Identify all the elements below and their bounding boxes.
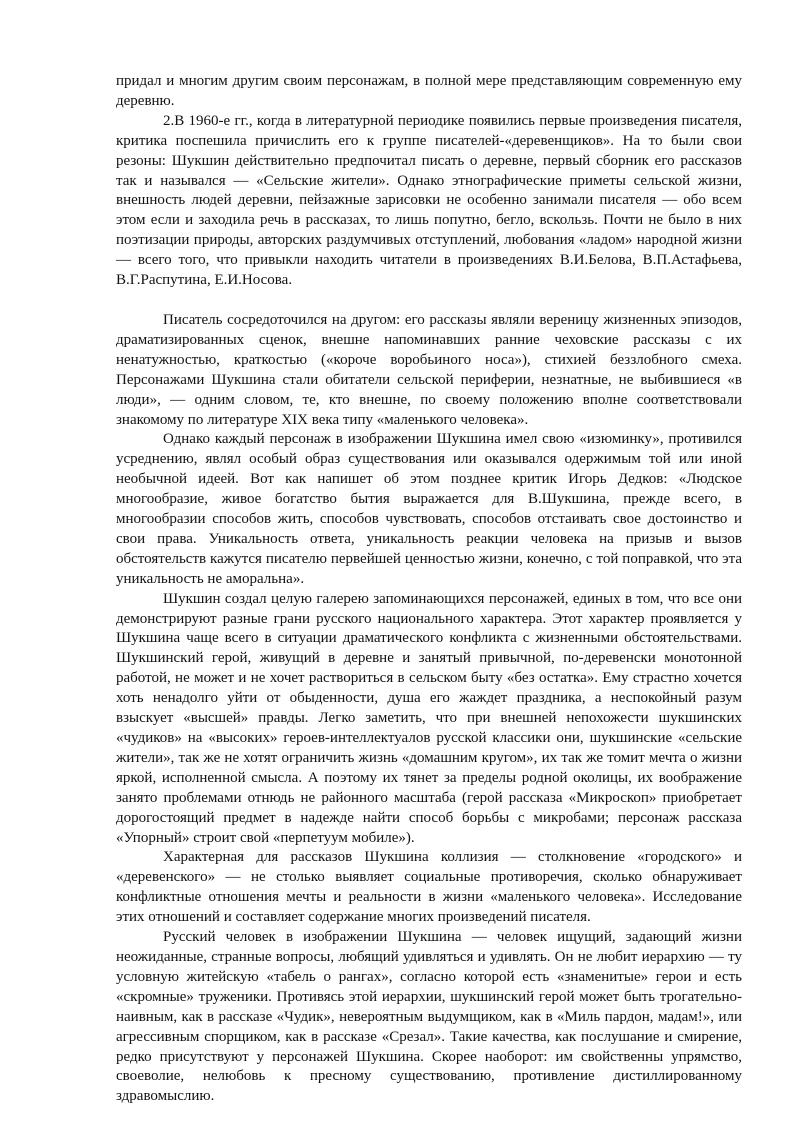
paragraph-1: придал и многим другим своим персонажам, в полной мере представляющим современную ему деревню. <box>116 73 742 109</box>
paragraph-7: Русский человек в изображении Шукшина — человек ищущий, задающий жизни неожиданные, странные вопросы, любящий удивляться и удивлять. Он не любит иерархию — ту условную житейскую «табель о рангах», согласно которой есть «знаменитые» герои и есть «скромные» труженики. Противясь этой иерархии, шукшинский герой может быть трогательно-наивным, как в рассказе «Чудик», невероятным выдумщиком, как в «Миль пардон, мадам!», или агрессивным спорщиком, как в рассказе «Срезал». Такие качества, как послушание и смирение, редко присутствуют у персонажей Шукшина. Скорее наоборот: им свойственны упрямство, своеволие, нелюбовь к пресному существованию, противление дистиллированному здравомыслию. <box>116 929 742 1105</box>
paragraph-5: Шукшин создал целую галерею запоминающихся персонажей, единых в том, что все они демонстрируют разные грани русского национального характера. Этот характер проявляется у Шукшина чаще всего в ситуации драматического конфликта с жизненными обстоятельствами. Шукшинский герой, живущий в деревне и занятый привычной, по-деревенски монотонной работой, не может и не хочет раствориться в сельском быту «без остатка». Ему страстно хочется хоть ненадолго уйти от обыденности, душа его жаждет праздника, а неспокойный разум взыскует «высшей» правды. Легко заметить, что при внешней непохожести шукшинских «чудиков» на «высоких» героев-интеллектуалов русской классики они, шукшинские «сельские жители», так же не хотят ограничить жизнь «домашним кругом», их так же томит мечта о жизни яркой, исполненной смысла. А поэтому их тянет за пределы родной околицы, их воображение занято проблемами отнюдь не районного масштаба (герой рассказа «Микроскоп» приобретает дорогостоящий предмет в надежде найти способ борьбы с микробами; персонаж рассказа «Упорный» строит свой «перпетуум мобиле»). <box>116 590 742 846</box>
paragraph-4: Однако каждый персонаж в изображении Шукшина имел свою «изюминку», противился усреднению, являл особый образ существования или оказывался одержимым той или иной необычной идеей. Вот как напишет об этом позднее критик Игорь Дедков: «Людское многообразие, живое богатство бытия выражается для В.Шукшина, прежде всего, в многообразии способов жить, способов чувствовать, способов отстаивать свое достоинство и свои права. Уникальность ответа, уникальность реакции человека на призыв и вызов обстоятельств кажутся писателю первейшей ценностью жизни, конечно, с той поправкой, что эта уникальность не аморальна». <box>116 431 742 587</box>
paragraph-6: Характерная для рассказов Шукшина коллизия — столкновение «городского» и «деревенского» — не столько выявляет социальные противоречия, сколько обнаруживает конфликтные отношения мечты и реальности в жизни «маленького человека». Исследование этих отношений и составляет содержание многих произведений писателя. <box>116 849 742 926</box>
document-page <box>116 72 742 1107</box>
paragraph-2: 2.В 1960-е гг., когда в литературной периодике появились первые произведения писателя, критика поспешила причислить его к группе писателей-«деревенщиков». На то были свои резоны: Шукшин действительно предпочитал писать о деревне, первый сборник его рассказов так и назывался — «Сельские жители». Однако этнографические приметы сельской жизни, внешность людей деревни, пейзажные зарисовки не особенно занимали писателя — обо всем этом если и заходила речь в рассказах, то лишь попутно, бегло, вскользь. Почти не было в них поэтизации природы, авторских раздумчивых отступлений, любования «ладом» народной жизни — всего того, что привыкли находить читатели в произведениях В.И.Белова, В.П.Астафьева, В.Г.Распутина, Е.И.Носова. <box>116 112 742 289</box>
paragraph-3: Писатель сосредоточился на другом: его рассказы являли вереницу жизненных эпизодов, драматизированных сценок, внешне напоминавших ранние чеховские рассказы с их ненатужностью, краткостью («короче воробьиного носа»), стихией беззлобного смеха. Персонажами Шукшина стали обитатели сельской периферии, незнатные, не выбившиеся «в люди», — одним словом, те, кто внешне, по своему положению вполне соответствовали знакомому по литературе XIX века типу «маленького человека». <box>116 311 742 428</box>
